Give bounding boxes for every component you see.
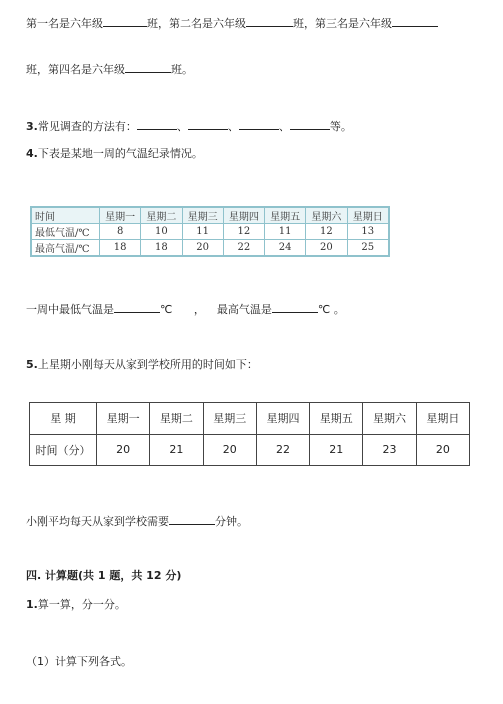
- q4-comma: ，: [193, 303, 205, 316]
- table-header-cell: 星期一: [97, 403, 150, 435]
- table-cell: 18: [100, 240, 141, 257]
- commute-header-row: [30, 403, 470, 435]
- table-cell: 23: [363, 434, 416, 466]
- table-cell: 20: [97, 434, 150, 466]
- table-cell: 25: [347, 240, 389, 257]
- table-cell: 21: [310, 434, 363, 466]
- unit-celsius: ℃: [160, 303, 173, 316]
- q4-number: 4.: [26, 147, 38, 160]
- q5-answer-line: [26, 512, 248, 530]
- commute-time-table: [29, 402, 470, 466]
- answer-blank[interactable]: [272, 300, 318, 313]
- table-row: [30, 434, 470, 466]
- row-label: 最高气温/℃: [31, 240, 100, 257]
- table-header-cell: 星 期: [30, 403, 97, 435]
- q4-answer-text-1: 一周中最低气温是: [26, 303, 114, 316]
- answer-blank[interactable]: [239, 117, 279, 130]
- answer-blank[interactable]: [169, 512, 215, 525]
- q2-text-5: 班。: [171, 63, 193, 76]
- table-header-cell: 星期三: [203, 403, 256, 435]
- section4-sub1: （1）计算下列各式。: [26, 655, 132, 668]
- table-header-cell: 星期四: [223, 207, 264, 224]
- q2-line2: [26, 60, 193, 78]
- q4-answer-line: [26, 300, 345, 318]
- q3-line: [26, 117, 352, 135]
- table-header-cell: 星期三: [182, 207, 223, 224]
- table-cell: 22: [256, 434, 309, 466]
- table-header-cell: 时间: [31, 207, 100, 224]
- table-row: [31, 224, 389, 240]
- table-cell: 20: [306, 240, 347, 257]
- table-cell: 8: [100, 224, 141, 240]
- answer-blank[interactable]: [392, 14, 438, 27]
- q5-number: 5.: [26, 358, 38, 371]
- table-header-cell: 星期二: [150, 403, 203, 435]
- table-header-cell: 星期六: [363, 403, 416, 435]
- section-title: 四. 计算题(共 1 题，共 12 分): [26, 569, 182, 582]
- table-cell: 22: [223, 240, 264, 257]
- q4-text: 下表是某地一周的气温纪录情况。: [37, 147, 203, 160]
- q2-line1: [26, 14, 438, 32]
- q4-end: 。: [333, 303, 345, 316]
- table-header-cell: 星期六: [306, 207, 347, 224]
- table-cell: 11: [182, 224, 223, 240]
- q3-text: 常见调查的方法有：: [37, 120, 137, 133]
- answer-blank[interactable]: [103, 14, 147, 27]
- row-label: 最低气温/℃: [31, 224, 100, 240]
- answer-blank[interactable]: [290, 117, 330, 130]
- table-header-cell: 星期日: [416, 403, 469, 435]
- table-header-cell: 星期二: [141, 207, 182, 224]
- row-label: 时间（分）: [30, 434, 97, 466]
- table-cell: 20: [182, 240, 223, 257]
- q2-text-1: 第一名是六年级: [26, 17, 103, 30]
- unit-celsius: ℃: [317, 303, 331, 316]
- table-cell: 18: [141, 240, 182, 257]
- q3-sep: 、: [278, 120, 290, 133]
- table-header-cell: 星期四: [256, 403, 309, 435]
- q3-number: 3.: [26, 120, 38, 133]
- temperature-header-row: [31, 207, 389, 224]
- q2-text-2: 班，第二名是六年级: [147, 17, 246, 30]
- q3-sep: 、: [227, 120, 239, 133]
- q5-answer-text-2: 分钟。: [215, 515, 248, 528]
- answer-blank[interactable]: [188, 117, 228, 130]
- q5-text: 上星期小刚每天从家到学校所用的时间如下：: [37, 358, 258, 371]
- q4-line: [26, 146, 203, 162]
- table-header-cell: 星期一: [100, 207, 141, 224]
- section4-q1-number: 1.: [26, 598, 38, 611]
- table-cell: 10: [141, 224, 182, 240]
- table-cell: 20: [416, 434, 469, 466]
- q5-answer-text-1: 小刚平均每天从家到学校需要: [26, 515, 169, 528]
- table-header-cell: 星期五: [265, 207, 306, 224]
- answer-blank[interactable]: [137, 117, 177, 130]
- q3-end: 等。: [329, 120, 352, 133]
- q3-sep: 、: [176, 120, 188, 133]
- table-cell: 11: [265, 224, 306, 240]
- q2-text-4: 班，第四名是六年级: [26, 63, 125, 76]
- answer-blank[interactable]: [125, 60, 171, 73]
- table-cell: 12: [223, 224, 264, 240]
- table-header-cell: 星期五: [310, 403, 363, 435]
- section4-q1-line: [26, 597, 126, 613]
- table-row: [31, 240, 389, 257]
- answer-blank[interactable]: [114, 300, 160, 313]
- temperature-table: [30, 206, 390, 257]
- q2-text-3: 班，第三名是六年级: [293, 17, 392, 30]
- q4-answer-text-2: 最高气温是: [216, 303, 272, 316]
- table-header-cell: 星期日: [347, 207, 389, 224]
- q5-line: [26, 357, 258, 373]
- section4-q1-text: 算一算，分一分。: [37, 598, 126, 611]
- answer-blank[interactable]: [246, 14, 293, 27]
- table-cell: 21: [150, 434, 203, 466]
- table-cell: 24: [265, 240, 306, 257]
- table-cell: 12: [306, 224, 347, 240]
- table-cell: 13: [347, 224, 389, 240]
- table-cell: 20: [203, 434, 256, 466]
